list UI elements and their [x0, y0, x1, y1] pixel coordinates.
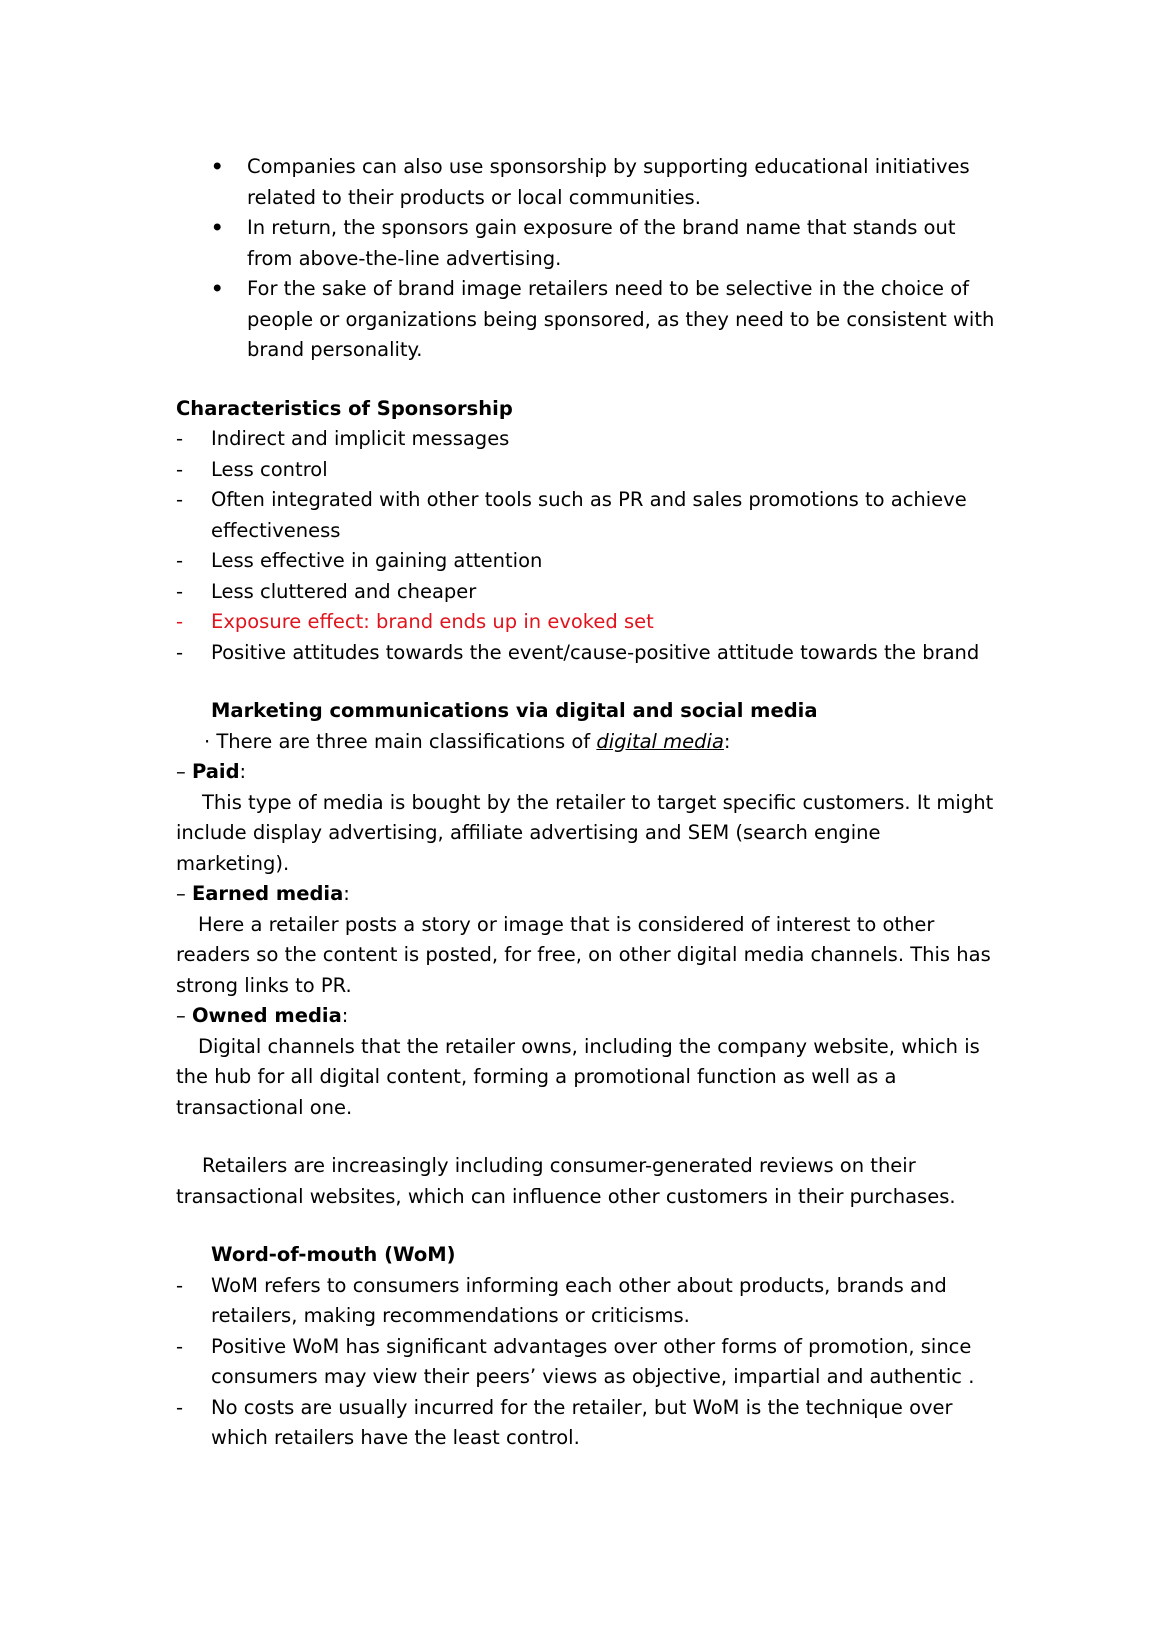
owned-label-line: – Owned media:	[176, 1004, 349, 1027]
wom-list	[176, 1271, 996, 1454]
earned-label-line: – Earned media:	[176, 882, 350, 905]
list-item: • For the sake of brand image retailers need to be selective in the choice of people or organizations being sponsored, as they need to be consistent with brand personality.	[176, 274, 996, 366]
document-page	[176, 152, 996, 1454]
earned-description: Here a retailer posts a story or image that is considered of interest to other readers so the content is posted, for free, on other digital media channels. This has strong links to PR.	[176, 912, 991, 997]
list-item: - Positive attitudes towards the event/cause-positive attitude towards the brand	[176, 638, 996, 669]
characteristics-list	[176, 424, 996, 668]
characteristics-heading: Characteristics of Sponsorship	[176, 396, 513, 420]
dash-marker: -	[176, 488, 184, 511]
digital-media-intro: · There are three main classifications of digital media:	[204, 729, 731, 753]
list-item: - Less control	[176, 455, 996, 486]
list-item: • Companies can also use sponsorship by supporting educational initiatives related to their products or local communities.	[176, 152, 996, 213]
dash-marker: -	[176, 1334, 184, 1358]
dash-marker: -	[176, 1273, 184, 1297]
sponsorship-bullet-list	[176, 152, 996, 366]
list-item: - Often integrated with other tools such as PR and sales promotions to achieve effectiveness	[176, 485, 996, 546]
paid-label: Paid	[191, 760, 240, 783]
list-item: - Less cluttered and cheaper	[176, 577, 996, 608]
dash-marker: -	[176, 579, 184, 603]
paid-label-line: – Paid:	[176, 760, 247, 783]
wom-heading: Word-of-mouth (WoM)	[211, 1243, 456, 1266]
list-item: - No costs are usually incurred for the retailer, but WoM is the technique over which retailers have the least control.	[176, 1393, 996, 1454]
dash-marker: -	[176, 427, 184, 450]
owned-description: Digital channels that the retailer owns, including the company website, which is the hub for all digital content, forming a promotional function as well as a transactional one.	[176, 1034, 980, 1119]
dash-marker: -	[176, 610, 184, 633]
list-item: • In return, the sponsors gain exposure of the brand name that stands out from above-the-line advertising.	[176, 213, 996, 274]
digital-media-heading: Marketing communications via digital and social media	[211, 699, 818, 722]
dash-marker: -	[176, 1395, 184, 1419]
owned-label: Owned media	[191, 1004, 342, 1027]
paid-description: This type of media is bought by the retailer to target specific customers. It might include display advertising, affiliate advertising and SEM (search engine marketing).	[176, 790, 994, 875]
dash-marker: -	[176, 549, 184, 572]
list-item: - Positive WoM has significant advantages over other forms of promotion, since consumers may view their peers’ views as objective, impartial and authentic .	[176, 1332, 996, 1393]
list-item: - Less effective in gaining attention	[176, 546, 996, 577]
bullet-marker: •	[211, 277, 224, 300]
dash-marker: -	[176, 457, 184, 481]
dash-marker: -	[176, 640, 184, 664]
earned-label: Earned media	[191, 882, 344, 905]
digital-media-link[interactable]: digital media	[596, 729, 724, 753]
list-item: - Indirect and implicit messages	[176, 424, 996, 455]
bullet-marker: •	[211, 155, 224, 178]
reviews-paragraph: Retailers are increasingly including consumer-generated reviews on their transactional websites, which can influence other customers in their purchases.	[176, 1154, 956, 1208]
list-item: - WoM refers to consumers informing each other about products, brands and retailers, making recommendations or criticisms.	[176, 1271, 996, 1332]
bullet-marker: •	[211, 216, 224, 239]
highlighted-list-item: - Exposure effect: brand ends up in evoked set	[176, 607, 996, 638]
